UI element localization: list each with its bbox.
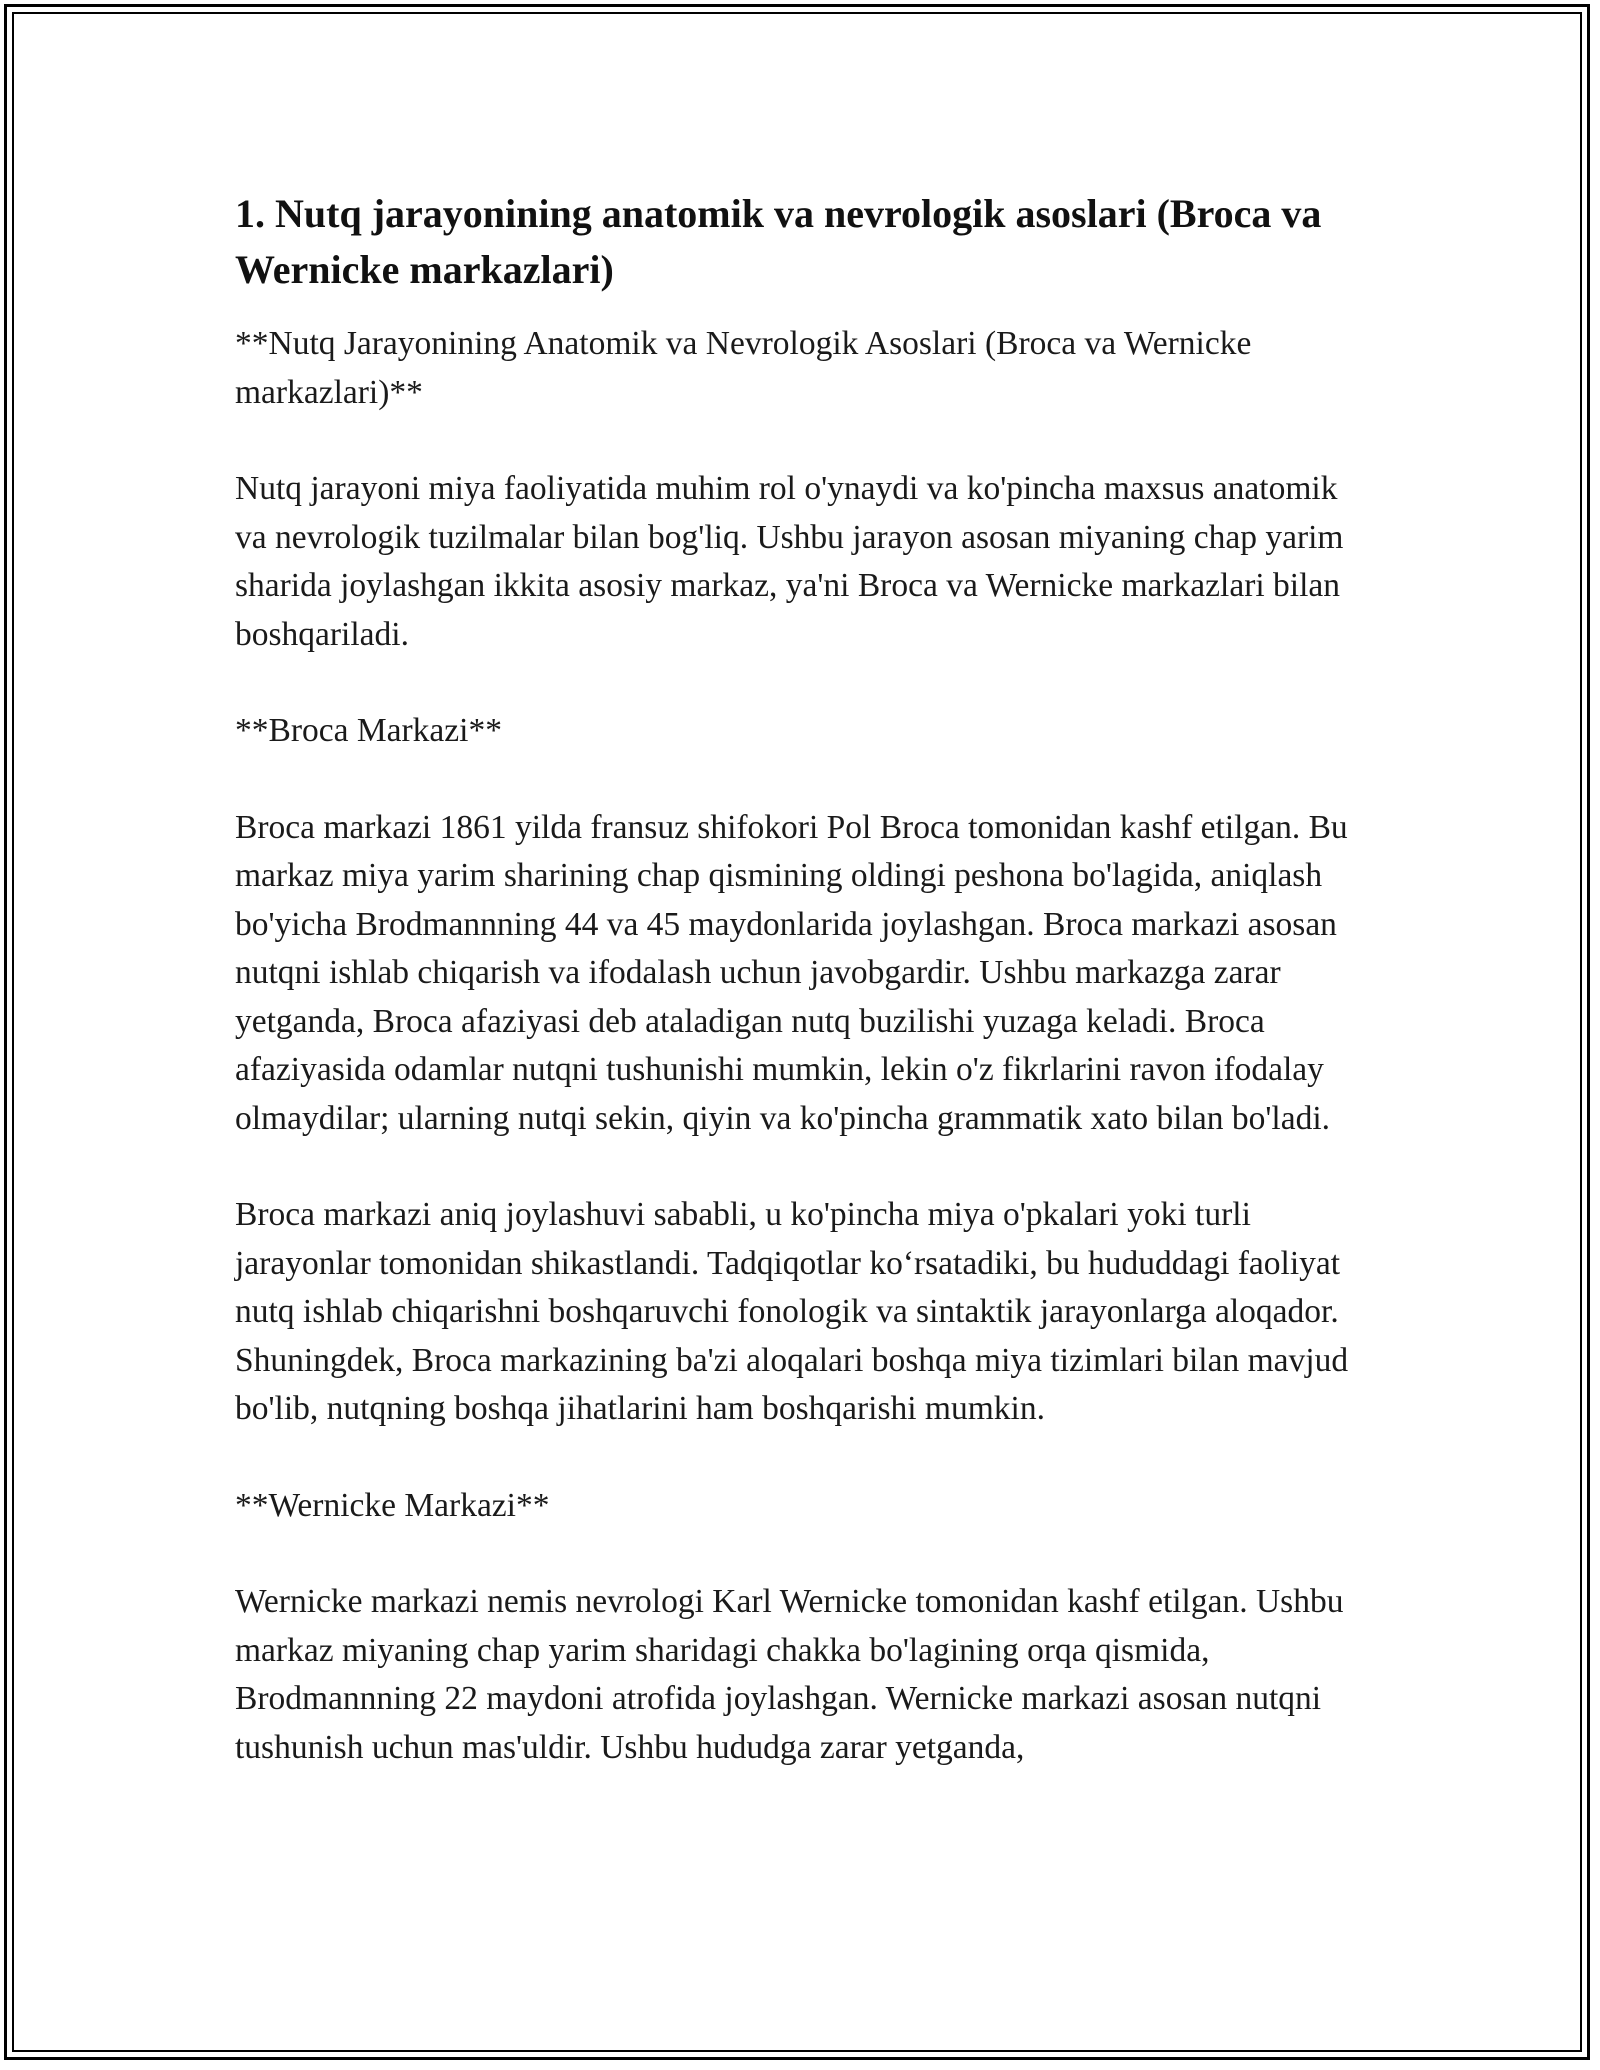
paragraph-broca-1: Broca markazi 1861 yilda fransuz shifokori Pol Broca tomonidan kashf etilgan. Bu markaz miya yarim sharining chap qismining oldingi peshona bo'lagida, aniqlash bo'yicha Brodmannning 44 va 45 maydonlarida joylashgan. Broca markazi asosan nutqni ishlab chiqarish va ifodalash uchun javobgardir. Ushbu markazga zarar yetganda, Broca afaziyasi deb ataladigan nutq buzilishi yuzaga keladi. Broca afaziyasida odamlar nutqni tushunishi mumkin, lekin o'z fikrlarini ravon ifodalay olmaydilar; ularning nutqi sekin, qiyin va ko'pincha grammatik xato bilan bo'ladi. bbox=[235, 808, 1348, 1137]
paragraph-wernicke-heading: **Wernicke Markazi** bbox=[235, 1486, 550, 1524]
section-heading: 1. Nutq jarayonining anatomik va nevrologik asoslari (Broca va Wernicke markazlari) bbox=[235, 191, 1322, 292]
paragraph-broca-2: Broca markazi aniq joylashuvi sababli, u ko'pincha miya o'pkalari yoki turli jarayonlar tomonidan shikastlandi. Tadqiqotlar ko‘rsatadiki, bu hududdagi faoliyat nutq ishlab chiqarishni boshqaruvchi fonologik va sintaktik jarayonlarga aloqador. Shuningdek, Broca markazining ba'zi aloqalari boshqa miya tizimlari bilan mavjud bo'lib, nutqning boshqa jihatlarini ham boshqarishi mumkin. bbox=[235, 1196, 1349, 1427]
paragraph-broca-heading: **Broca Markazi** bbox=[235, 712, 502, 749]
paragraph-subtitle: **Nutq Jarayonining Anatomik va Nevrologik Asoslari (Broca va Wernicke markazlari)** bbox=[235, 325, 1252, 411]
paragraph-intro: Nutq jarayoni miya faoliyatida muhim rol o'ynaydi va ko'pincha maxsus anatomik va nevrologik tuzilmalar bilan bog'liq. Ushbu jarayon asosan miyaning chap yarim sharida joylashgan ikkita asosiy markaz, ya'ni Broca va Wernicke markazlari bilan boshqariladi. bbox=[235, 470, 1344, 653]
document-body bbox=[235, 186, 1375, 1820]
paragraph-wernicke-1: Wernicke markazi nemis nevrologi Karl Wernicke tomonidan kashf etilgan. Ushbu markaz miyaning chap yarim sharidagi chakka bo'lagining orqa qismida, Brodmannning 22 maydoni atrofida joylashgan. Wernicke markazi asosan nutqni tushunish uchun mas'uldir. Ushbu hududga zarar yetganda, bbox=[235, 1583, 1344, 1766]
